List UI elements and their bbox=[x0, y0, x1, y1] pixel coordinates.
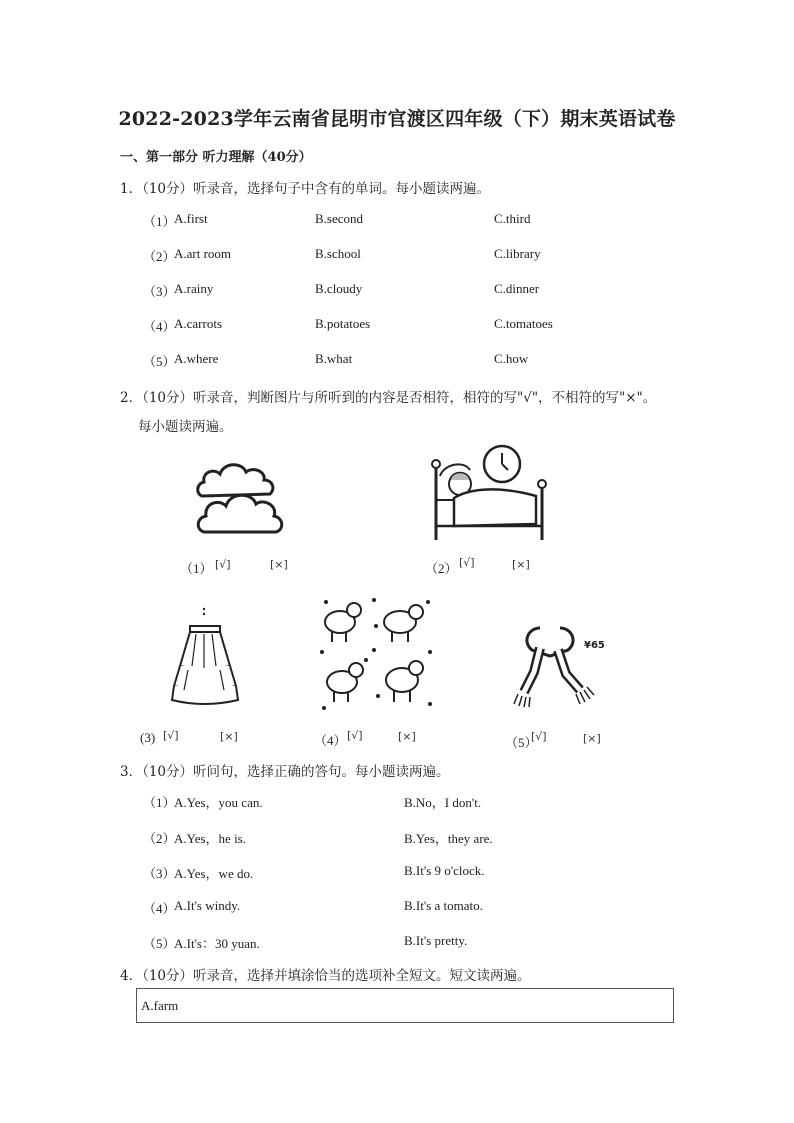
option-a: A.It's：30 yuan. bbox=[174, 936, 260, 951]
option-box bbox=[136, 988, 674, 1023]
option-box-text: A.farm bbox=[141, 998, 179, 1013]
option-a: A.It's windy. bbox=[174, 898, 241, 913]
option-c: C.tomatoes bbox=[494, 316, 553, 331]
cloud-icon bbox=[194, 448, 286, 540]
tick-box: [√] bbox=[215, 558, 231, 571]
option-b: B.cloudy bbox=[315, 281, 363, 296]
option-b: B.It's 9 o'clock. bbox=[404, 863, 485, 878]
option-a: A.Yes，he is. bbox=[174, 831, 246, 846]
tick-box: [√] bbox=[531, 730, 547, 743]
option-c: C.library bbox=[494, 246, 541, 261]
option-a: A.art room bbox=[174, 246, 232, 261]
option-c: C.third bbox=[494, 211, 531, 226]
option-a: A.carrots bbox=[174, 316, 223, 331]
option-row-number: （3） bbox=[143, 284, 176, 299]
option-row-number: （2） bbox=[143, 831, 176, 846]
question-3-stem: 3．（10分）听问句，选择正确的答句。每小题读两遍。 bbox=[120, 764, 450, 780]
skirt-icon bbox=[166, 604, 244, 710]
cross-box: [×] bbox=[220, 730, 238, 743]
option-b: B.potatoes bbox=[315, 316, 371, 331]
sheep-icon bbox=[318, 596, 436, 712]
picture-2-label: （2） bbox=[425, 561, 458, 576]
option-a: A.where bbox=[174, 351, 219, 366]
picture-3-label: (3) bbox=[140, 730, 156, 745]
picture-4-label: （4） bbox=[314, 733, 347, 748]
tick-box: [√] bbox=[459, 556, 475, 569]
option-b: B.It's pretty. bbox=[404, 933, 468, 948]
option-a: A.first bbox=[174, 211, 208, 226]
tick-box: [√] bbox=[163, 729, 179, 742]
option-b: B.Yes，they are. bbox=[404, 831, 493, 846]
picture-5-label: （5） bbox=[505, 735, 538, 750]
cross-box: [×] bbox=[398, 730, 416, 743]
section-heading: 一、第一部分 听力理解（40分） bbox=[120, 150, 312, 165]
option-row-number: （2） bbox=[143, 249, 176, 264]
option-b: B.No，I don't. bbox=[404, 795, 482, 810]
option-row-number: （1） bbox=[143, 214, 176, 229]
option-c: C.dinner bbox=[494, 281, 540, 296]
price-tag: ¥65 bbox=[584, 640, 605, 651]
cross-box: [×] bbox=[583, 732, 601, 745]
scarf-icon bbox=[510, 620, 600, 710]
option-c: C.how bbox=[494, 351, 529, 366]
option-b: B.what bbox=[315, 351, 353, 366]
option-row-number: （4） bbox=[143, 319, 176, 334]
option-row-number: （3） bbox=[143, 866, 176, 881]
option-b: B.second bbox=[315, 211, 364, 226]
option-row-number: （1） bbox=[143, 795, 176, 810]
option-a: A.Yes，we do. bbox=[174, 866, 254, 881]
sleeping-boy-icon bbox=[430, 440, 552, 544]
question-2-stem-continued: 每小题读两遍。 bbox=[138, 419, 233, 435]
option-row-number: （4） bbox=[143, 901, 176, 916]
question-1-stem: 1．（10分）听录音，选择句子中含有的单词。每小题读两遍。 bbox=[120, 181, 491, 197]
option-b: B.school bbox=[315, 246, 361, 261]
picture-1-label: （1） bbox=[180, 561, 213, 576]
page-title: 2022-2023学年云南省昆明市官渡区四年级（下）期末英语试卷 bbox=[118, 108, 676, 130]
option-a: A.Yes，you can. bbox=[174, 795, 263, 810]
question-4-stem: 4．（10分）听录音，选择并填涂恰当的选项补全短文。短文读两遍。 bbox=[120, 968, 531, 984]
option-b: B.It's a tomato. bbox=[404, 898, 483, 913]
option-row-number: （5） bbox=[143, 354, 176, 369]
option-row-number: （5） bbox=[143, 936, 176, 951]
cross-box: [×] bbox=[512, 558, 530, 571]
question-2-stem: 2．（10分）听录音，判断图片与所听到的内容是否相符，相符的写"√"，不相符的写"×"。 bbox=[120, 390, 657, 406]
option-a: A.rainy bbox=[174, 281, 214, 296]
tick-box: [√] bbox=[347, 729, 363, 742]
cross-box: [×] bbox=[270, 558, 288, 571]
